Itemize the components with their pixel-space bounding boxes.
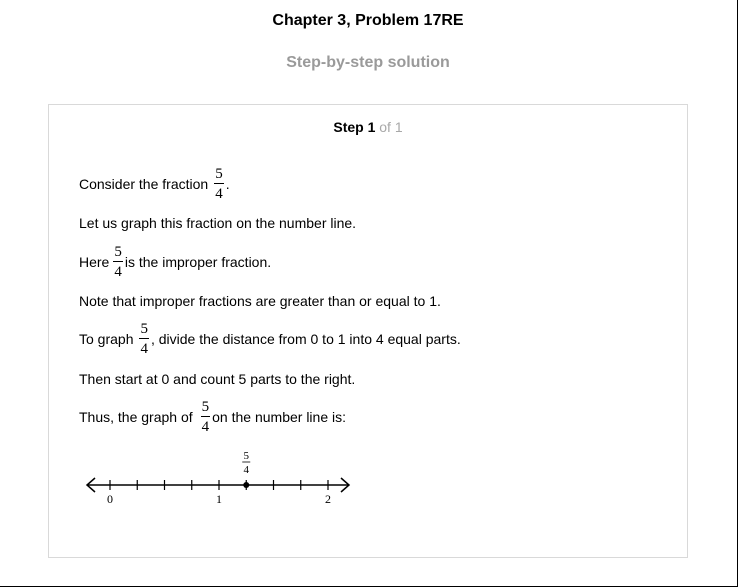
line5-text-before: To graph bbox=[79, 331, 134, 347]
line-divide-distance bbox=[79, 322, 461, 356]
plotted-point-5-4 bbox=[243, 482, 249, 488]
line-graph-on-number-line bbox=[79, 215, 356, 231]
solution-subtitle: Step-by-step solution bbox=[286, 54, 450, 71]
fraction-5-4 bbox=[214, 167, 224, 201]
fraction-denominator: 4 bbox=[140, 341, 148, 357]
fraction-numerator: 5 bbox=[201, 399, 210, 415]
line-count-parts bbox=[79, 371, 355, 387]
point-label-numerator: 5 bbox=[243, 450, 249, 462]
line3-text-after: is the improper fraction. bbox=[124, 254, 272, 270]
step-count: of 1 bbox=[379, 119, 403, 135]
fraction-denominator: 4 bbox=[215, 186, 223, 202]
step-label: Step 1 bbox=[333, 119, 376, 135]
fraction-denominator: 4 bbox=[114, 264, 122, 280]
line-improper-fraction bbox=[79, 245, 271, 279]
line6-text: Then start at 0 and count 5 parts to the right. bbox=[79, 371, 356, 387]
line1-text-before: Consider the fraction bbox=[79, 176, 209, 192]
line3-text-before: Here bbox=[79, 254, 110, 270]
fraction-5-4 bbox=[113, 245, 123, 279]
line7-text-after: on the number line is: bbox=[212, 409, 346, 425]
step-header bbox=[49, 119, 687, 135]
number-line-graph bbox=[79, 445, 379, 511]
line4-text: Note that improper fractions are greater than or equal to 1. bbox=[79, 293, 441, 309]
line5-text-after: , divide the distance from 0 to 1 into 4 equal parts. bbox=[150, 331, 461, 347]
tick-label-1: 1 bbox=[216, 492, 222, 506]
line2-text: Let us graph this fraction on the number line. bbox=[79, 215, 357, 231]
tick-label-2: 2 bbox=[325, 492, 331, 506]
line-graph-result bbox=[79, 400, 346, 434]
point-label-denominator: 4 bbox=[243, 464, 249, 476]
fraction-numerator: 5 bbox=[140, 321, 148, 337]
chapter-title: Chapter 3, Problem 17RE bbox=[272, 12, 464, 29]
line-improper-note bbox=[79, 293, 441, 309]
tick-label-0: 0 bbox=[107, 492, 113, 506]
solution-card bbox=[48, 104, 688, 558]
fraction-denominator: 4 bbox=[201, 419, 210, 435]
fraction-numerator: 5 bbox=[114, 244, 122, 260]
fraction-5-4 bbox=[201, 400, 211, 434]
fraction-5-4 bbox=[139, 322, 149, 356]
line-consider-fraction bbox=[79, 167, 230, 201]
fraction-numerator: 5 bbox=[215, 166, 223, 182]
line7-text-before: Thus, the graph of bbox=[79, 409, 193, 425]
line1-text-after: . bbox=[225, 176, 230, 192]
